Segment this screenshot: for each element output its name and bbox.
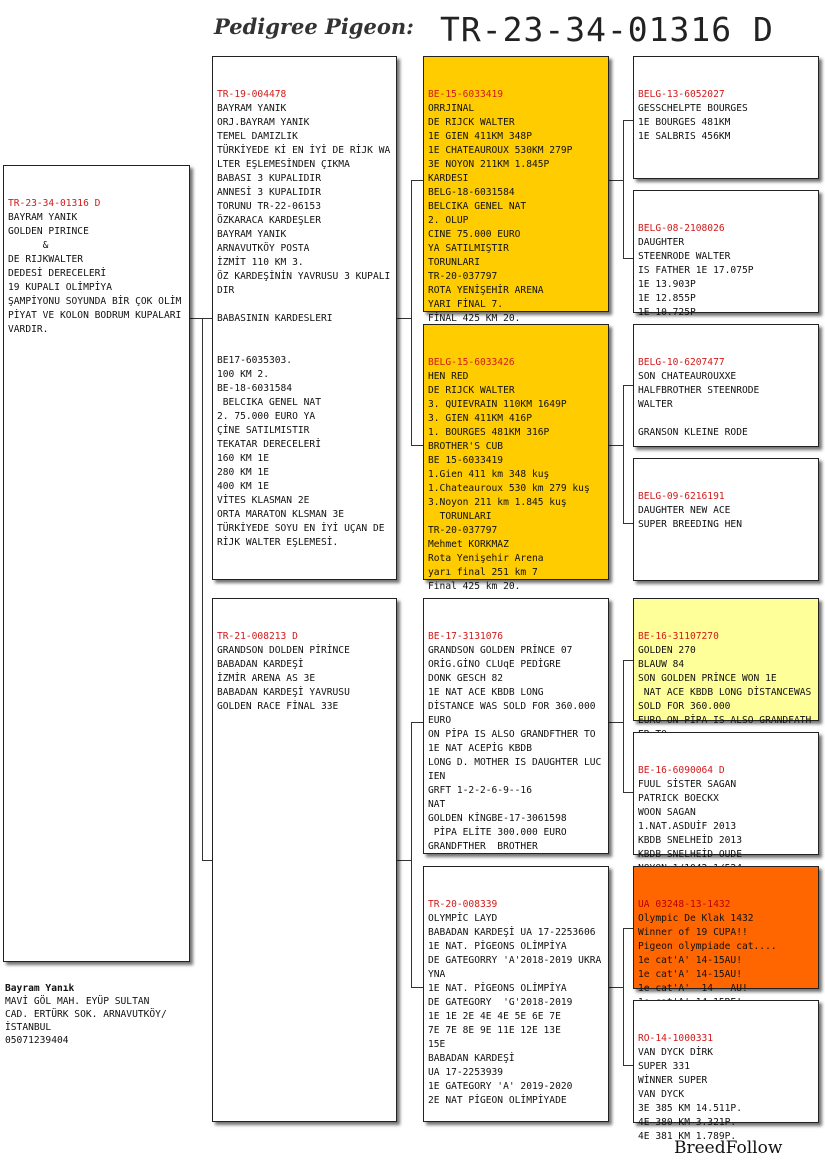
connector: [411, 722, 412, 987]
ring-number: TR-20-008339: [428, 899, 498, 910]
sire-dam-box: [423, 324, 609, 592]
sire-sire-sire-box: [633, 56, 819, 179]
pigeon-details: GRANDSON GOLDEN PRİNCE 07 ORİG.GİNO CLUqE PEDİGRE DONK GESCH 82 1E NAT ACE KBDB LONG DİSTANCE WAS SOLD FOR 360.000 EURO ON PİPA IS ALSO GRANDFTHER TO 1E NAT ACEPİG KBDB LONG D. MOTHER IS DAUGHTER LUCIEN GRFT 1-2-2-6-9--16 NAT GOLDEN KİNGBE-17-3061598 PİPA ELİTE 300.000 EURO GRANDFTHER BROTHER: [428, 645, 602, 852]
owner-phone: 05071239404: [5, 1035, 69, 1046]
connector: [397, 860, 411, 861]
connector: [623, 120, 624, 258]
connector: [623, 928, 624, 1065]
connector: [623, 385, 633, 386]
connector: [609, 180, 623, 181]
pigeon-details: SON CHATEAUROUXXE HALFBROTHER STEENRODE WALTER GRANSON KLEINE RODE: [638, 371, 760, 438]
connector: [411, 445, 423, 446]
pigeon-details: ORRJINAL DE RIJCK WALTER 1E GIEN 411KM 348P 1E CHATEAUROUX 530KM 279P 3E NOYON 211KM 1.845P KARDESI BELG-18-6031584 BELCIKA GENEL NAT 2. OLUP CINE 75.000 EURO YA SATILMIŞTIR TORUNLARI TR-20-037797 ROTA YENİŞEHİR ARENA YARI FİNAL 7. FİNAL 425 KM 20.: [428, 103, 573, 324]
dam-box: [212, 598, 397, 1122]
owner-name: Bayram Yanık: [5, 983, 75, 994]
connector: [623, 928, 633, 929]
connector: [623, 385, 624, 523]
connector: [623, 258, 633, 259]
pigeon-details: Olympic De Klak 1432 Winner of 19 CUPA!! Pigeon olympiade cat.... 1e cat'A' 14-15AU! 1e cat'A' 14-15AU! 1e cat'A' 14 AU!: [638, 913, 777, 994]
connector: [411, 180, 423, 181]
connector: [623, 792, 633, 793]
pigeon-details: VAN DYCK DİRK SUPER 331 WİNNER SUPER VAN DYCK 3E 385 KM 14.511P. 4E 380 KM 3.321P. 4E 381 KM 1.789P.: [638, 1047, 742, 1142]
ring-number: BELG-10-6207477: [638, 357, 725, 368]
dam-sire-box: [423, 598, 609, 854]
pigeon-details: BAYRAM YANIK ORJ.BAYRAM YANIK TEMEL DAMIZLIK TÜRKİYEDE Kİ EN İYİ DE RİJK WALTER EŞLEMESİNDEN ÇIKMA BABASI 3 KUPALIDIR ANNESİ 3 KUPALIDIR TORUNU TR-22-06153 ÖZKARACA KARDEŞLER BAYRAM YANIK ARNAVUTKÖY POSTA İZMİT 110 KM 3. ÖZ KARDEŞİNİN YAVRUSU 3 KUPALIDIR BABASININ KARDESLERI BE17-6035303. 100 KM 2. BE-18-6031584 BELCIKA GENEL NAT 2. 75.000 EURO YA ÇİNE SATILMISTIR TEKATAR DERECELERİ 160 KM 1E 280 KM 1E 400 KM 1E VİTES KLASMAN 2E ORTA MARATON KLSMAN 3E TÜRKİYEDE SOYU EN İYİ UÇAN DE RİJK WALTER EŞLEMESİ.: [217, 103, 391, 548]
connector: [202, 860, 212, 861]
connector: [411, 180, 412, 445]
ring-number: BELG-13-6052027: [638, 89, 725, 100]
pigeon-details: GRANDSON DOLDEN PİRİNCE BABADAN KARDEŞİ İZMİR ARENA AS 3E BABADAN KARDEŞİ YAVRUSU GOLDEN RACE FİNAL 33E: [217, 645, 350, 712]
connector: [202, 318, 212, 319]
connector: [623, 660, 633, 661]
dam-dam-box: [423, 866, 609, 1122]
sire-box: [212, 56, 397, 580]
pigeon-ring-number: TR-23-34-01316 D: [440, 10, 774, 49]
pigeon-details: DAUGHTER NEW ACE SUPER BREEDING HEN: [638, 505, 742, 530]
connector: [397, 318, 411, 319]
owner-address-line: İSTANBUL: [5, 1022, 52, 1033]
connector: [623, 120, 633, 121]
connector: [609, 445, 623, 446]
ring-number: BELG-15-6033426: [428, 357, 515, 368]
ring-number: BE-15-6033419: [428, 89, 504, 100]
dam-dam-sire-box: [633, 866, 819, 994]
pigeon-details: HEN RED DE RIJCK WALTER 3. QUIEVRAIN 110KM 1649P 3. GIEN 411KM 416P 1. BOURGES 481KM 316P BROTHER'S CUB BE 15-6033419 1.Gien 411 km 348 kuş 1.Chateauroux 530 km 279 kuş 3.Noyon 211 km 1.845 kuş TORUNLARI TR-20-037797 Mehmet KORKMAZ Rota Yenişehir Arena yarı final 251 km 7 Final 425 km 20.: [428, 371, 590, 592]
brand-logo: BreedFollow: [674, 1138, 783, 1158]
owner-address-line: MAVİ GÖL MAH. EYÜP SULTAN: [5, 996, 150, 1007]
pigeon-details: GOLDEN 270 BLAUW 84 SON GOLDEN PRİNCE WON 1E NAT ACE KBDB LONG DİSTANCEWAS SOLD FOR 360.000 EURO ON PİPA IS ALSO GRANDFATH: [638, 645, 812, 726]
dam-dam-dam-box: [633, 1000, 819, 1142]
pigeon-details: FUUL SİSTER SAGAN PATRICK BOECKX WOON SAGAN 1.NAT.ASDUİF 2013 KBDB SNELHEİD 2013 KBDB SNELHEİD OUDE: [638, 779, 742, 860]
connector: [411, 987, 423, 988]
connector: [202, 318, 203, 860]
page-title: Pedigree Pigeon:: [214, 14, 414, 39]
sire-dam-dam-box: [633, 458, 819, 581]
ring-number: BE-16-6090064 D: [638, 765, 725, 776]
pigeon-details: OLYMPİC LAYD BABADAN KARDEŞİ UA 17-2253606 1E NAT. PİGEONS OLİMPİYA DE GATEGORRY 'A'2018-2019 UKRAYNA 1E NAT. PİGEONS OLİMPİYA DE GATEGORY 'G'2018-2019 1E 1E 2E 4E 4E 5E 6E 7E 7E 7E 8E 9E 11E 12E 13E 15E BABADAN KARDEŞİ UA 17-2253939 1E GATEGORY 'A' 2019-2020 2E NAT PİGEON OLİMPİYADE: [428, 913, 602, 1106]
owner-address-line: CAD. ERTÜRK SOK. ARNAVUTKÖY/: [5, 1009, 167, 1020]
ring-number: TR-19-004478: [217, 89, 287, 100]
pigeon-details: BAYRAM YANIK GOLDEN PIRINCE & DE RIJKWALTER DEDESİ DERECELERİ 19 KUPALI OLİMPİYA ŞAMPİYONU SOYUNDA BİR ÇOK OLİMPİYAT VE KOLON BODRUM KUPALARI VARDIR.: [8, 212, 182, 335]
connector: [609, 722, 623, 723]
ring-number: BE-16-31107270: [638, 631, 719, 642]
connector: [190, 318, 202, 319]
sire-sire-box: [423, 56, 609, 324]
ring-number: TR-21-008213 D: [217, 631, 298, 642]
ring-number: UA 03248-13-1432: [638, 899, 731, 910]
dam-sire-dam-box: [633, 732, 819, 860]
connector: [623, 1065, 633, 1066]
sire-dam-sire-box: [633, 324, 819, 447]
sire-sire-dam-box: [633, 190, 819, 318]
pigeon-details: DAUGHTER STEENRODE WALTER IS FATHER 1E 17.075P 1E 13.903P 1E 12.855P 1E 10.725P: [638, 237, 754, 318]
dam-sire-sire-box: [633, 598, 819, 726]
ring-number: RO-14-1000331: [638, 1033, 714, 1044]
connector: [411, 722, 423, 723]
ring-number: BE-17-3131076: [428, 631, 504, 642]
connector: [623, 660, 624, 792]
ring-number: TR-23-34-01316 D: [8, 198, 101, 209]
connector: [609, 987, 623, 988]
connector: [623, 523, 633, 524]
ring-number: BELG-09-6216191: [638, 491, 725, 502]
ring-number: BELG-08-2108026: [638, 223, 725, 234]
owner-info: [5, 982, 167, 1047]
subject-pigeon-box: [3, 165, 190, 962]
pigeon-details: GESSCHELPTE BOURGES 1E BOURGES 481KM 1E SALBRIS 456KM: [638, 103, 748, 142]
